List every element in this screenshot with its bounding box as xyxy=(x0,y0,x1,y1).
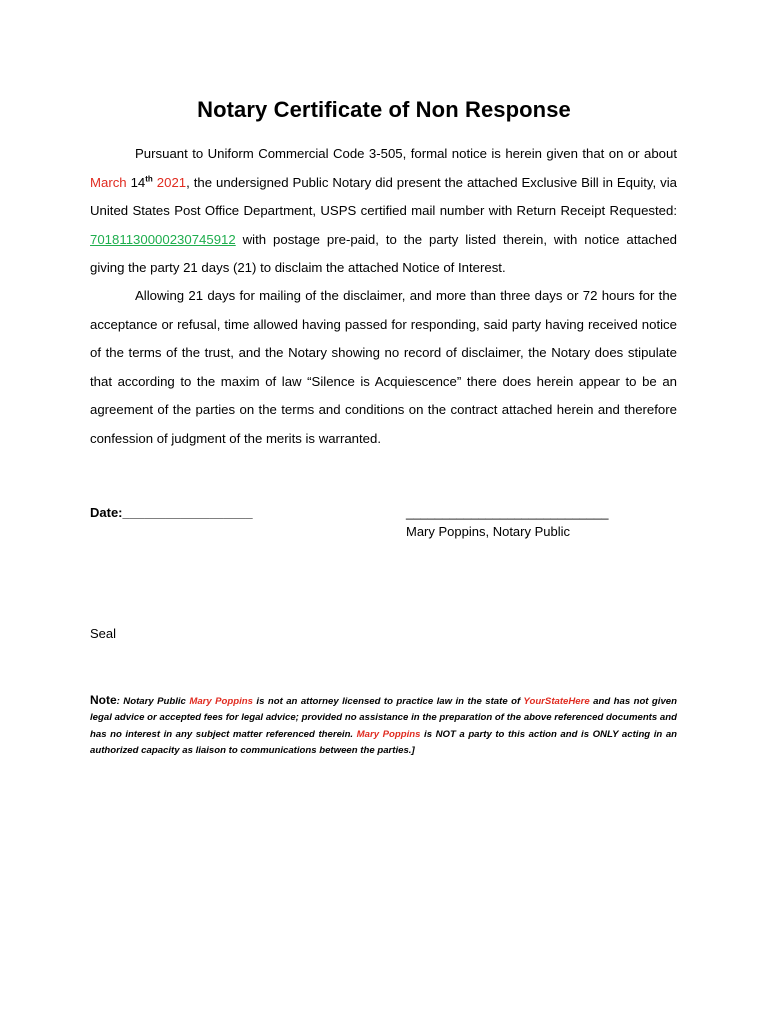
paragraph-stipulation xyxy=(90,282,677,454)
seal-label: Seal xyxy=(90,626,117,641)
note-text: and has not given legal advice or accepted fees for legal advice; provided no assistance in the preparation of the above referenced documents and has no interest in any subject matter referenced therein. xyxy=(90,696,677,740)
day-text: 14 xyxy=(126,174,146,190)
paragraph-text: Pursuant to Uniform Commercial Code 3-505, formal notice is herein given that on or about xyxy=(135,146,677,161)
day-suffix: th xyxy=(145,174,153,184)
notary-name: Mary Poppins xyxy=(356,728,421,740)
tracking-number-link[interactable]: 70181130000230745912 xyxy=(90,231,236,247)
note-text: is NOT a party to this action and is ONLY acting in an authorized capacity as liaison to communications between the parties.] xyxy=(90,728,678,756)
signature-line: ____________________________ xyxy=(406,505,609,520)
signature-name: Mary Poppins, Notary Public xyxy=(406,524,571,539)
month-text: March xyxy=(90,174,127,190)
paragraph-text: , the undersigned Public Notary did present the attached Exclusive Bill in Equity, via United States Post Office Department, USPS certified mail number with Return Receipt Requested: xyxy=(90,174,677,219)
notary-name: Mary Poppins xyxy=(189,696,253,707)
paragraph-notice xyxy=(90,140,677,283)
note-text: is not an attorney licensed to practice law in the state of xyxy=(253,696,524,707)
paragraph-text: Allowing 21 days for mailing of the disclaimer, and more than three days or 72 hours for the acceptance or refusal, time allowed having passed for responding, said party having received notice of the terms of the trust, and the Notary showing no record of disclaimer, the Notary does stipulate that according to the maxim of law “Silence is Acquiescence” there does herein appear to be an agreement of the parties on the terms and conditions on the contract attached herein and therefore confession of judgment of the merits is warranted. xyxy=(90,288,677,446)
note-text: : Notary Public xyxy=(116,696,190,707)
date-line: Date:__________________ xyxy=(90,505,253,520)
document-title: Notary Certificate of Non Response xyxy=(197,97,571,122)
state-name: YourStateHere xyxy=(523,696,590,707)
paragraph-text: with postage pre-paid, to the party listed therein, with notice attached giving the party 21 days (21) to disclaim the attached Notice of Interest. xyxy=(90,231,677,276)
year-text: 2021 xyxy=(156,174,187,190)
disclaimer-note xyxy=(90,692,677,759)
note-label: Note xyxy=(90,693,117,707)
